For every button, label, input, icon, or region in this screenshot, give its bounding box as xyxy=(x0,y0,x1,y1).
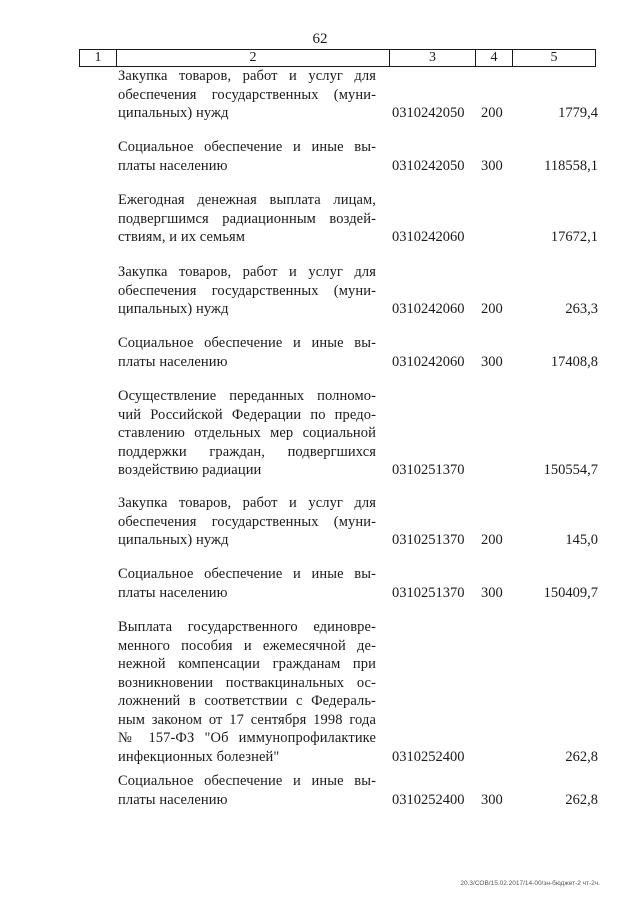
description-line: Социальное обеспечение и иные вы- xyxy=(118,566,376,582)
description-line: инфекционных болезней" xyxy=(118,748,280,765)
row-description xyxy=(118,565,376,602)
row-description xyxy=(118,772,376,809)
amount-value: 1779,4 xyxy=(558,105,598,121)
description-line: Социальное обеспечение и иные вы- xyxy=(118,773,376,789)
expense-type-code: 300 xyxy=(481,791,503,808)
table-row xyxy=(0,191,640,247)
row-description xyxy=(118,387,376,480)
target-article-code: 0310242060 xyxy=(392,229,465,245)
amount-value: 262,8 xyxy=(565,791,598,808)
target-article-code: 0310252400 xyxy=(392,748,465,765)
description-line: Закупка товаров, работ и услуг для xyxy=(118,264,376,280)
description-line: ципальных) нужд xyxy=(118,532,229,548)
table-row xyxy=(0,618,640,766)
column-header-4: 4 xyxy=(476,50,513,67)
expense-type-code: 200 xyxy=(481,532,503,548)
description-line: чий Российской Федерации по предо- xyxy=(118,406,376,423)
description-line: ципальных) нужд xyxy=(118,105,229,121)
description-line: ставлению отдельных мер социальной xyxy=(118,425,376,441)
description-line: Социальное обеспечение и иные вы- xyxy=(118,335,376,351)
description-line: ствиям, и их семьям xyxy=(118,229,246,245)
table-row xyxy=(0,387,640,480)
description-line: платы населению xyxy=(118,791,228,808)
description-line: платы населению xyxy=(118,157,228,174)
amount-value: 262,8 xyxy=(565,748,598,765)
amount-value: 150554,7 xyxy=(543,462,598,478)
row-description xyxy=(118,334,376,371)
description-line: Закупка товаров, работ и услуг для xyxy=(118,495,376,511)
description-line: Закупка товаров, работ и услуг для xyxy=(118,68,376,84)
table-row xyxy=(0,334,640,371)
description-line: возникновении поствакцинальных ос- xyxy=(118,674,376,691)
description-line: обеспечения государственных (муни- xyxy=(118,86,376,103)
table-row xyxy=(0,494,640,550)
description-line: Осуществление переданных полномо- xyxy=(118,388,376,404)
amount-value: 17408,8 xyxy=(550,353,598,370)
amount-value: 17672,1 xyxy=(550,229,598,245)
description-line: подвергшимся радиационным воздей- xyxy=(118,210,376,227)
expense-type-code: 300 xyxy=(481,584,503,601)
description-line: Ежегодная денежная выплата лицам, xyxy=(118,192,376,208)
row-description xyxy=(118,67,376,123)
target-article-code: 0310242050 xyxy=(392,157,465,174)
target-article-code: 0310242060 xyxy=(392,353,465,370)
description-line: обеспечения государственных (муни- xyxy=(118,513,376,530)
column-header-5: 5 xyxy=(513,50,596,67)
description-line: ным законом от 17 сентября 1998 года xyxy=(118,711,376,728)
document-footer: 20.3/СОВ/15.02.2017/14-00/зн-бюджет-2 чт-2ч. xyxy=(460,880,600,887)
target-article-code: 0310242050 xyxy=(392,105,465,121)
amount-value: 118558,1 xyxy=(544,157,598,174)
description-line: ложнений в соответствии с Федераль- xyxy=(118,693,376,709)
page-number: 62 xyxy=(312,31,328,47)
expense-type-code: 200 xyxy=(481,301,503,317)
table-row xyxy=(0,772,640,809)
table-row xyxy=(0,565,640,602)
expense-type-code: 200 xyxy=(481,105,503,121)
target-article-code: 0310251370 xyxy=(392,584,465,601)
table-row xyxy=(0,138,640,175)
description-line: менного пособия и ежемесячной де- xyxy=(118,637,376,654)
target-article-code: 0310242060 xyxy=(392,301,465,317)
amount-value: 145,0 xyxy=(565,532,598,548)
column-header-3: 3 xyxy=(390,50,476,67)
row-description xyxy=(118,191,376,247)
amount-value: 263,3 xyxy=(565,301,598,317)
expense-type-code: 300 xyxy=(481,157,503,174)
column-header-2: 2 xyxy=(117,50,390,67)
description-line: обеспечения государственных (муни- xyxy=(118,282,376,299)
column-header-table xyxy=(79,49,596,67)
description-line: воздействию радиации xyxy=(118,462,262,478)
description-line: ципальных) нужд xyxy=(118,301,229,317)
description-line: платы населению xyxy=(118,353,228,370)
description-line: нежной компенсации гражданам при xyxy=(118,656,376,672)
target-article-code: 0310252400 xyxy=(392,791,465,808)
row-description xyxy=(118,494,376,550)
description-line: Выплата государственного единовре- xyxy=(118,619,376,635)
table-row xyxy=(0,263,640,319)
row-description xyxy=(118,138,376,175)
target-article-code: 0310251370 xyxy=(392,462,465,478)
target-article-code: 0310251370 xyxy=(392,532,465,548)
description-line: № 157-ФЗ "Об иммунопрофилактике xyxy=(118,730,376,746)
amount-value: 150409,7 xyxy=(543,584,598,601)
description-line: платы населению xyxy=(118,584,228,601)
table-row xyxy=(0,67,640,123)
description-line: Социальное обеспечение и иные вы- xyxy=(118,139,376,155)
row-description xyxy=(118,263,376,319)
description-line: поддержки граждан, подвергшихся xyxy=(118,443,376,460)
row-description xyxy=(118,618,376,766)
expense-type-code: 300 xyxy=(481,353,503,370)
column-header-1: 1 xyxy=(80,50,117,67)
